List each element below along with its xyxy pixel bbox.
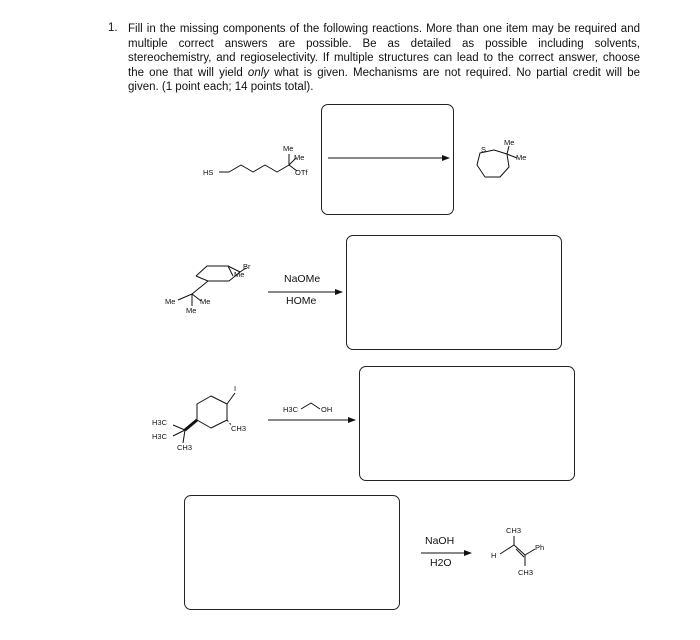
reaction2-br-label: Br — [243, 262, 251, 271]
reaction3-i-label: I — [234, 384, 237, 393]
reaction4-reagent-2: H2O — [430, 557, 452, 569]
reaction2-reagent-2: HOMe — [286, 295, 317, 307]
question-number: 1. — [108, 22, 118, 34]
reaction3-starting-material — [173, 393, 235, 443]
reaction4-product-ch3-bottom-label: CH3 — [518, 568, 534, 577]
reaction2-me-label-b: Me — [200, 297, 211, 306]
reaction4-product-h-label: H — [491, 551, 497, 560]
reaction1-me-label-1: Me — [283, 144, 294, 153]
reaction2-reagent-1: NaOMe — [284, 273, 321, 285]
reaction1-otf-label: OTf — [295, 168, 308, 177]
reaction4-reagent-1: NaOH — [425, 535, 455, 547]
reaction3-h3c-label-b: H3C — [152, 432, 168, 441]
question-text-emphasis: only — [247, 66, 270, 79]
reaction1-starting-material — [219, 154, 297, 172]
reaction1-hs-label: HS — [203, 168, 214, 177]
reaction2-me-ring-label: Me — [234, 270, 245, 279]
reaction4-product-ch3-top-label: CH3 — [506, 526, 522, 535]
reaction2-me-label-c: Me — [186, 306, 197, 315]
reaction3-h3c-label-a: H3C — [152, 418, 168, 427]
reaction3-ch3-label-c: CH3 — [177, 443, 193, 452]
reaction1-product-me-label-1: Me — [504, 138, 515, 147]
reaction3-reagent-oh-label: OH — [321, 405, 333, 414]
reaction3-ch3-ring-label: CH3 — [231, 424, 247, 433]
reaction1-product-s-label: S — [481, 145, 487, 154]
reaction1-me-label-2: Me — [294, 153, 305, 162]
question-text-intro: Fill in the missing components of the following reactions. More than one item may be required and multiple correct answers are possible. Be as detailed as possible including solvents, stereochemistry, and regioselectivity. If multiple structures can lead to the correct answer, choose the one that will yield — [128, 23, 640, 79]
reaction4-product-ph-label: Ph — [535, 543, 545, 552]
reaction1-product-me-label-2: Me — [516, 153, 527, 162]
reaction3-reagent-structure — [301, 403, 320, 409]
reaction2-me-label-a: Me — [165, 297, 176, 306]
question-text-outro: what is given. Mechanisms are not required. No partial credit will be given. (1 point each; 14 points total). — [128, 66, 641, 94]
reaction4-product — [500, 536, 535, 566]
reaction3-reagent-h3c-label: H3C — [283, 405, 299, 414]
